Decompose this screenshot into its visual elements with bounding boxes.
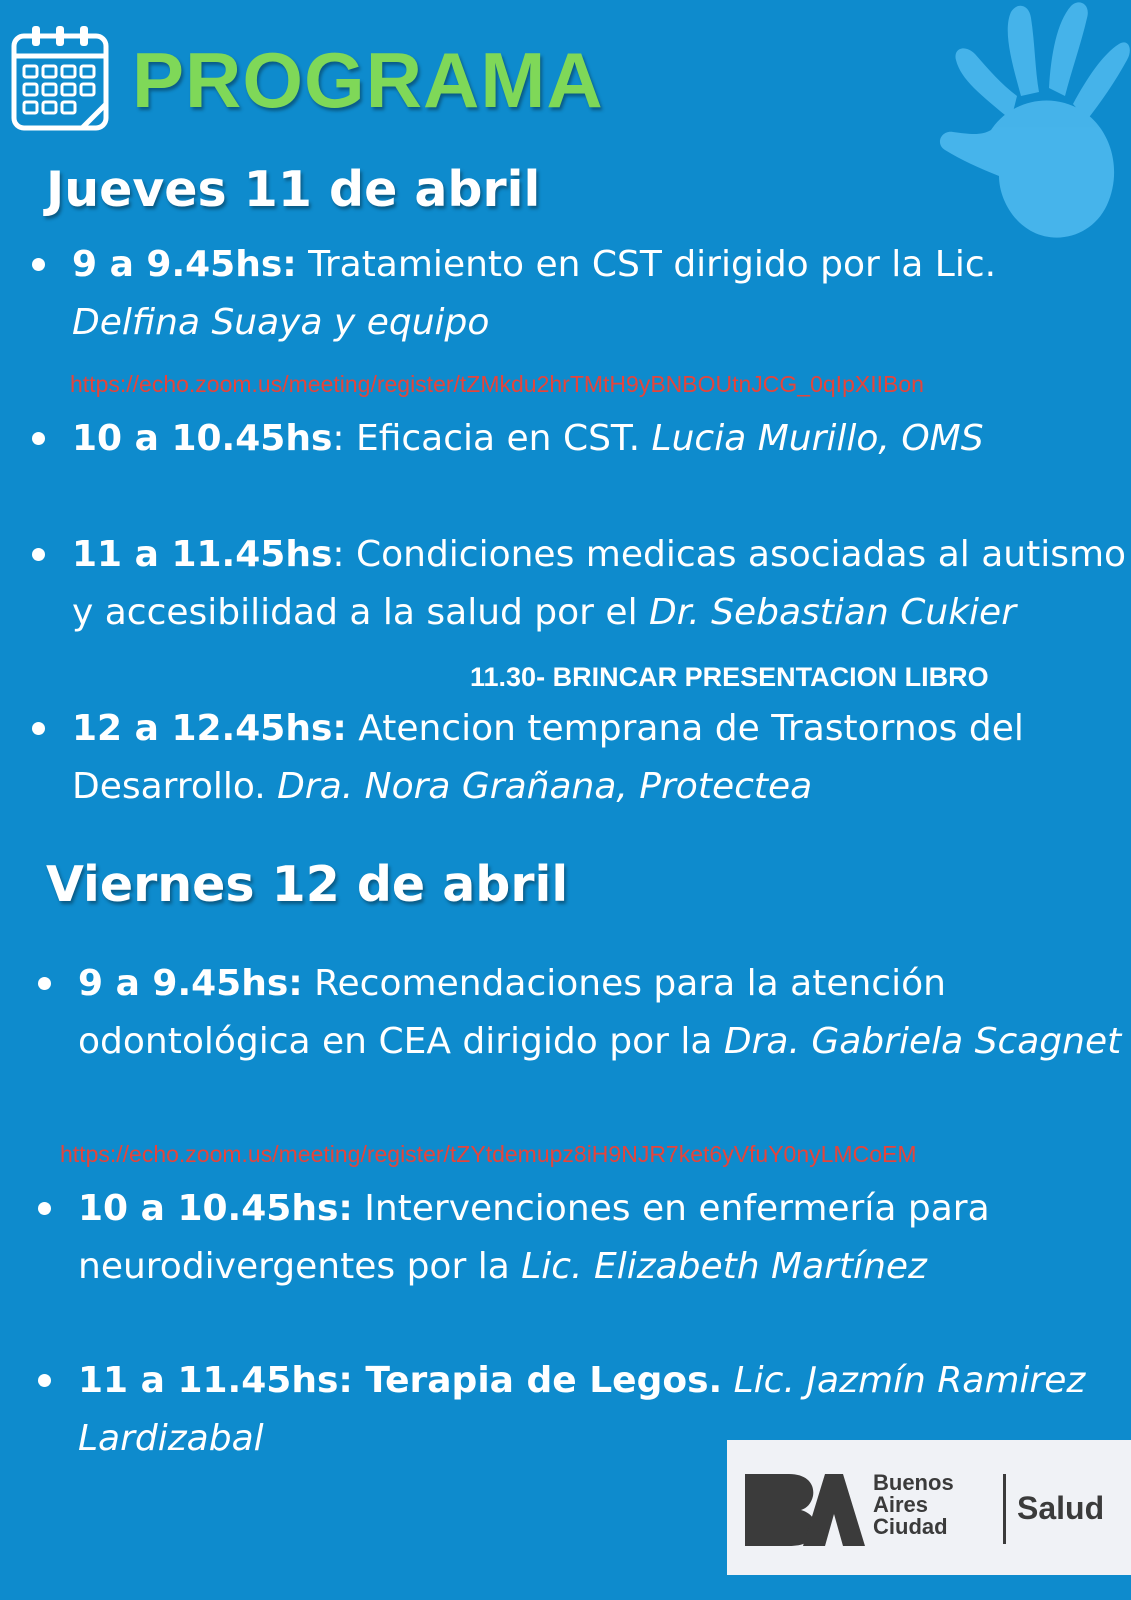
logo-city-name: Buenos Aires Ciudad bbox=[873, 1470, 954, 1539]
item-time: 9 a 9.45hs: bbox=[72, 244, 297, 285]
item-speaker: Dr. Sebastian Cukier bbox=[649, 592, 1016, 633]
item-text: : Condiciones medicas asociadas al autismo y accesibilidad a la salud por el bbox=[72, 534, 1127, 633]
item-text: : Eficacia en CST. bbox=[332, 418, 652, 459]
ba-salud-logo bbox=[727, 1440, 1131, 1575]
item-speaker: Lucia Murillo, OMS bbox=[651, 418, 984, 459]
item-time: 12 a 12.45hs: bbox=[72, 708, 347, 749]
item-time: 9 a 9.45hs: bbox=[78, 963, 303, 1004]
ba-logo-mark bbox=[745, 1468, 865, 1548]
item-speaker: Dra. Nora Grañana, Protectea bbox=[277, 766, 813, 807]
zoom-link[interactable]: https://echo.zoom.us/meeting/register/tZMkdu2hrTMtH9yBNBOUtnJCG_0qIpXIIBon bbox=[70, 371, 924, 397]
announcement: 11.30- BRINCAR PRESENTACION LIBRO bbox=[470, 662, 989, 692]
item-time: 11 a 11.45hs bbox=[72, 534, 333, 575]
day-title-thursday: Jueves 11 de abril bbox=[46, 161, 541, 218]
list-item bbox=[72, 236, 1131, 352]
bullet-icon bbox=[38, 1202, 51, 1215]
list-item bbox=[78, 1180, 1131, 1296]
logo-divider bbox=[1003, 1474, 1006, 1544]
bullet-icon bbox=[32, 432, 45, 445]
item-text bbox=[722, 1360, 733, 1401]
list-item bbox=[72, 700, 1131, 816]
item-speaker: Dra. Gabriela Scagnet bbox=[723, 1021, 1122, 1062]
bullet-icon bbox=[32, 258, 45, 271]
bullet-icon bbox=[38, 977, 51, 990]
bullet-icon bbox=[38, 1374, 51, 1387]
handprint-icon bbox=[861, 0, 1131, 245]
zoom-link[interactable]: https://echo.zoom.us/meeting/register/tZYtdemupz8iH9NJR7ket6yVfuY0nyLMCoEM bbox=[60, 1141, 917, 1167]
list-item bbox=[72, 410, 1131, 468]
item-speaker: Lic. Jazmín Ramirez Lardizabal bbox=[78, 1360, 1086, 1459]
item-text: Intervenciones en enfermería para neurodivergentes por la bbox=[78, 1188, 990, 1287]
item-text: Atencion temprana de Trastornos del Desarrollo. bbox=[72, 708, 1024, 807]
calendar-icon bbox=[10, 20, 114, 136]
day-title-friday: Viernes 12 de abril bbox=[46, 856, 569, 913]
page-title: PROGRAMA bbox=[132, 36, 604, 124]
list-item bbox=[78, 955, 1131, 1071]
bullet-icon bbox=[32, 548, 45, 561]
item-text: Recomendaciones para la atención odontológica en CEA dirigido por la bbox=[78, 963, 946, 1062]
item-text: Tratamiento en CST dirigido por la Lic. bbox=[296, 244, 997, 285]
bullet-icon bbox=[32, 722, 45, 735]
list-item bbox=[72, 526, 1131, 642]
item-time: 10 a 10.45hs: bbox=[78, 1188, 353, 1229]
item-speaker: Lic. Elizabeth Martínez bbox=[521, 1246, 927, 1287]
item-time: 11 a 11.45hs: Terapia de Legos. bbox=[78, 1360, 723, 1401]
item-time: 10 a 10.45hs bbox=[72, 418, 333, 459]
logo-department: Salud bbox=[1017, 1490, 1105, 1526]
item-speaker: Delfina Suaya y equipo bbox=[72, 302, 490, 343]
